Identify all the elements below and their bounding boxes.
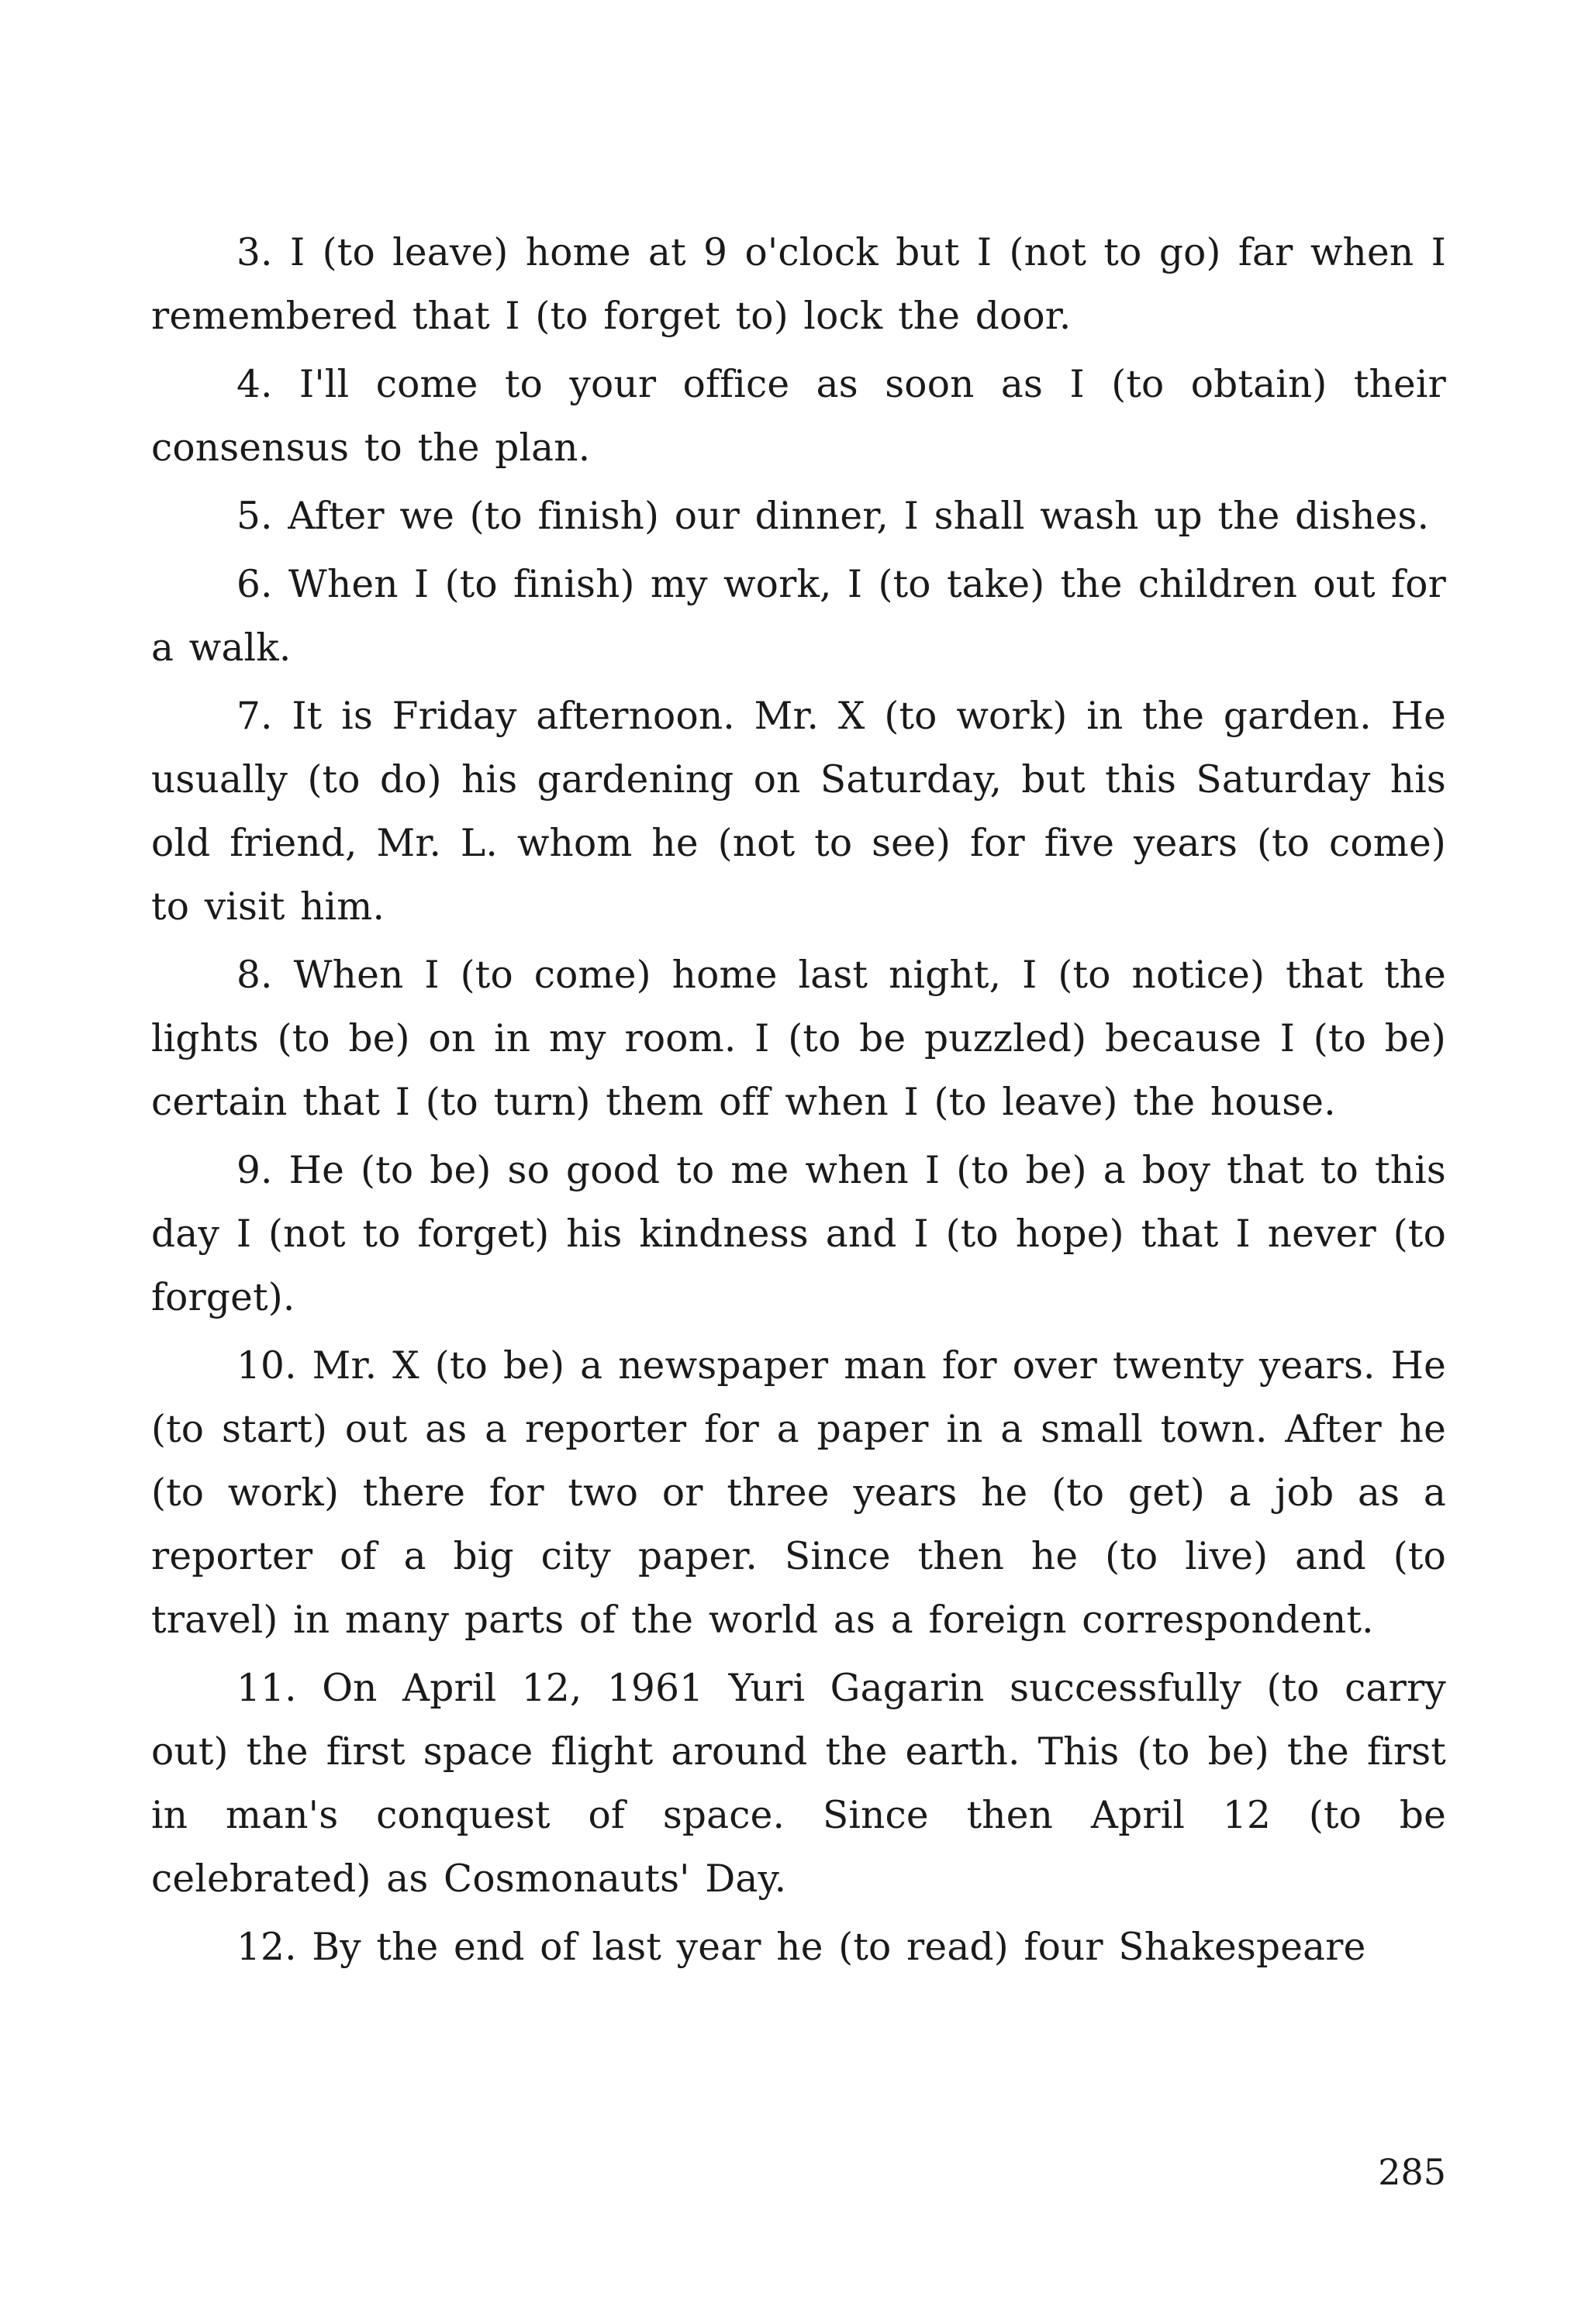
- exercise-9: 9. He (to be) so good to me when I (to be) a boy that to this day I (not to forget) his kindness and I (to hope) that I never (to forget).: [151, 1149, 1446, 1319]
- exercise-5: 5. After we (to finish) our dinner, I shall wash up the dishes.: [236, 495, 1430, 538]
- page-body: [151, 221, 1446, 1984]
- exercise-12: 12. By the end of last year he (to read) four Shakespeare: [236, 1926, 1366, 1969]
- exercise-3: 3. I (to leave) home at 9 o'clock but I (not to go) far when I remembered that I (to forget to) lock the door.: [151, 231, 1446, 338]
- exercise-8: 8. When I (to come) home last night, I (to notice) that the lights (to be) on in my room. I (to be puzzled) because I (to be) certain that I (to turn) them off when I (to leave) the house.: [151, 953, 1446, 1124]
- exercise-11: 11. On April 12, 1961 Yuri Gagarin successfully (to carry out) the first space flight around the earth. This (to be) the first in man's conquest of space. Since then April 12 (to be celebrated) as Cosmonauts' Day.: [151, 1667, 1446, 1901]
- page-number: 285: [1378, 2151, 1446, 2193]
- exercise-4: 4. I'll come to your office as soon as I (to obtain) their consensus to the plan.: [151, 363, 1446, 470]
- exercise-10: 10. Mr. X (to be) a newspaper man for over twenty years. He (to start) out as a reporter for a paper in a small town. After he (to work) there for two or three years he (to get) a job as a reporter of a big city paper. Since then he (to live) and (to travel) in many parts of the world as a foreign correspondent.: [151, 1344, 1446, 1642]
- exercise-7: 7. It is Friday afternoon. Mr. X (to work) in the garden. He usually (to do) his gardening on Saturday, but this Saturday his old friend, Mr. L. whom he (not to see) for five years (to come) to visit him.: [151, 695, 1446, 929]
- exercise-6: 6. When I (to finish) my work, I (to take) the children out for a walk.: [151, 563, 1446, 670]
